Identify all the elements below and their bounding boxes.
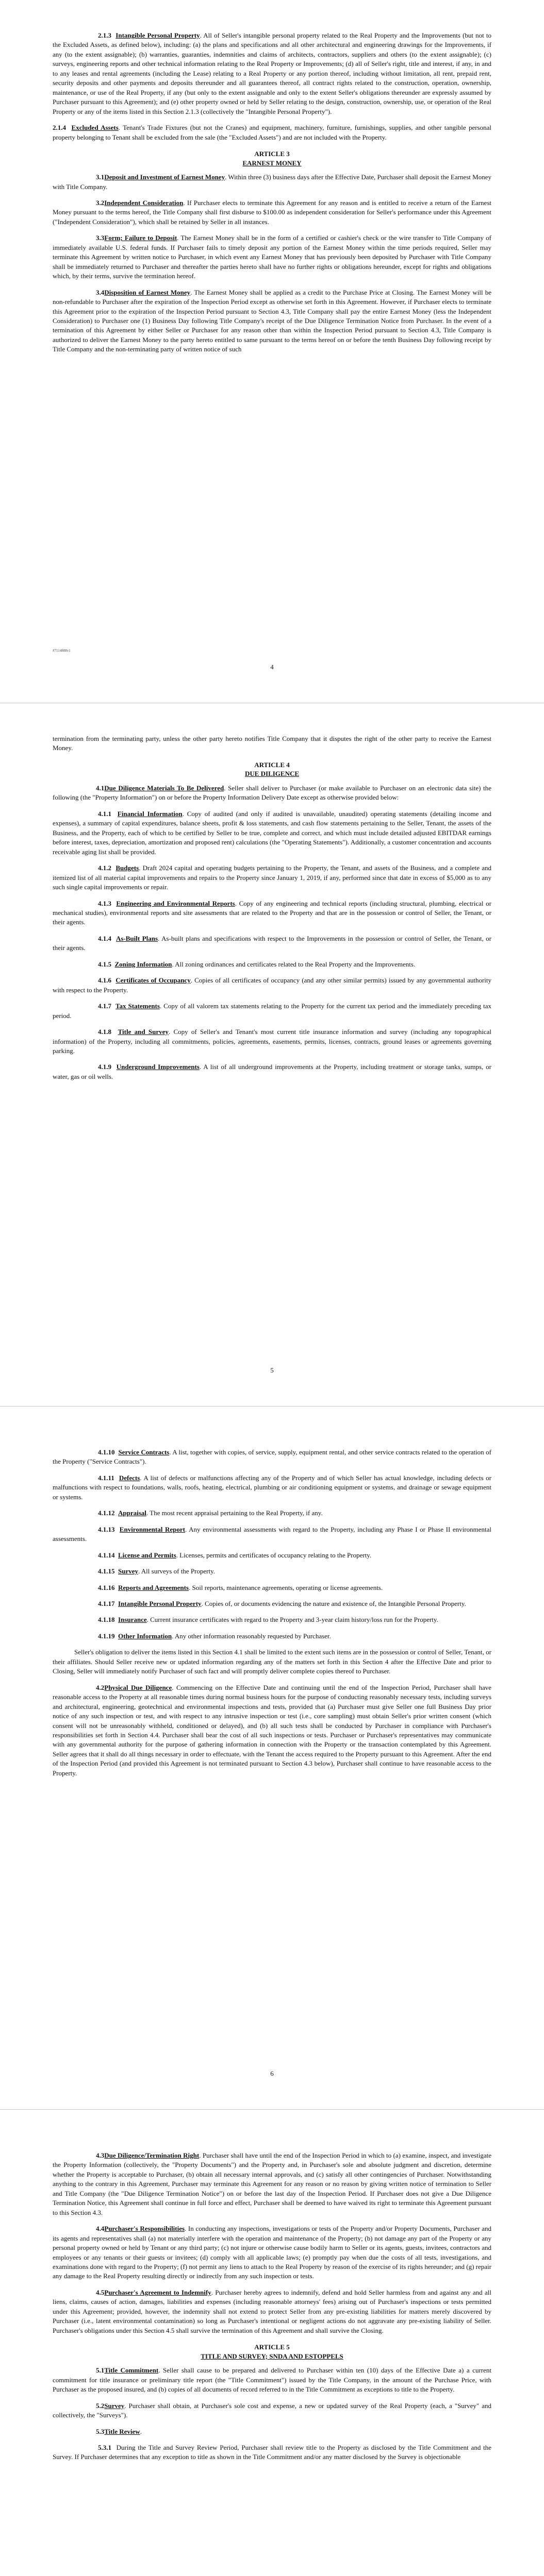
section-4-1-15 bbox=[53, 1567, 491, 1576]
section-title: Zoning Information bbox=[114, 960, 172, 968]
section-title: Tax Statements bbox=[116, 1002, 160, 1010]
section-text: . A list, together with copies, of service, supply, equipment rental, and other service contracts related to the operation of the Property ("Service Contracts"). bbox=[53, 1448, 491, 1466]
section-text: . Copies of, or documents evidencing the nature and existence of, the Intangible Personal Property. bbox=[201, 1599, 466, 1607]
section-number: 4.1.17 bbox=[98, 1599, 115, 1607]
section-title: Intangible Personal Property bbox=[118, 1599, 202, 1607]
section-number: 4.1 bbox=[96, 784, 105, 792]
section-title: Excluded Assets bbox=[71, 124, 119, 132]
article-label: ARTICLE 5 bbox=[254, 2343, 290, 2351]
document-page bbox=[0, 0, 544, 703]
section-title: Purchaser's Responsibilities bbox=[104, 2225, 185, 2233]
section-text: . Purchaser shall have until the end of the Inspection Period in which to (a) examine, inspect, and investigate the Property Information (collectively, the "Property Documents") and the Property and, in Purchaser's sole and absolute judgment and discretion, determine whether the Property is acceptable to Purchaser, (b) obtain all necessary internal approvals, and (c) satisfy all other contingencies of Purchaser. Notwithstanding anything to the contrary in this Agreement, Purchaser may terminate this Agreement for any reason or no reason by giving written notice of termination to Seller and Title Company (the "Due Diligence Termination Notice") on or before the last day of the Inspection Period. If Purchaser does not give a Due Diligence Termination Notice, this Agreement shall continue in full force and effect, Purchaser shall be deemed to have waived its right to terminate this Agreement pursuant to this Section 4.3. bbox=[53, 2151, 491, 2216]
section-4-1-closing: Seller's obligation to deliver the items listed in this Section 4.1 shall be limited to the extent such items are in the possession or control of Seller, Tenant, or their affiliates. Should Seller receive new or updated information regarding any of the matters set forth in this Section 4 after the Effective Date and prior to Closing, Seller will immediately notify Purchaser of such fact and will promptly deliver complete copies thereof to Purchaser. bbox=[53, 1648, 491, 1675]
document-page bbox=[0, 2110, 544, 2576]
section-number: 4.1.18 bbox=[98, 1616, 115, 1624]
section-title: Survey bbox=[104, 2401, 125, 2410]
section-text: . All of Seller's intangible personal property related to the Real Property and the Improvements (but not to the Excluded Assets, as defined below), including: (a) the plans and specifications and all other architectural and engineering drawings for the Improvements, if any (to the extent assignable); (b) warranties, guaranties, indemnities and claims of architects, contractors, suppliers and others (to the extent assignable); (c) surveys, engineering reports and other technical information relating to the Real Property or Improvements; (d) all of Seller's right, title and interest, if any, in and to any leases and rental agreements (including the Lease) relating to a Real Property or any portion thereof, including without limitation, all rent, prepaid rent, security deposits and other payments and deposits thereunder and all guarantees thereof, all contract rights related to the construction, operation, ownership, maintenance, or use of the Real Property, if any (but only to the extent assignable and only to the extent Seller's obligations thereunder are expressly assumed by Purchaser pursuant to this Agreement); and (e) other property owned or held by Seller relating to the design, construction, ownership, use, or operation of the Real Property or any of the items listed in this Section 2.1.3 (collectively the "Intangible Personal Property"). bbox=[53, 31, 492, 115]
article-label: ARTICLE 4 bbox=[254, 760, 290, 769]
section-4-1-19 bbox=[53, 1632, 491, 1641]
section-title: Budgets bbox=[116, 864, 139, 872]
section-text: . Purchaser hereby agrees to indemnify, defend and hold Seller harmless from and against any and all liens, claims, causes of action, damages, liabilities and expenses (including reasonable attorneys' fees) arising out of Purchaser's inspections or tests permitted under this Agreement; provided, however, the indemnity shall not extend to protect Seller from any pre-existing liabilities for matters merely discovered by Purchaser (i.e., latent environmental contamination) so long as Purchaser's intentional or negligent actions do not aggravate any pre-existing liability of Seller. Purchaser's obligations under this Section 4.5 shall survive the termination of this Agreement and shall survive the Closing. bbox=[53, 2288, 491, 2334]
section-title: Underground Improvements bbox=[116, 1063, 200, 1071]
section-title: Engineering and Environmental Reports bbox=[116, 899, 235, 907]
section-text: . All zoning ordinances and certificates related to the Real Property and the Improvements. bbox=[172, 960, 416, 968]
section-5-3-1 bbox=[53, 2443, 491, 2462]
section-number: 5.1 bbox=[96, 2366, 105, 2375]
article-title: TITLE AND SURVEY; SNDA AND ESTOPPELS bbox=[201, 2352, 343, 2360]
article-heading bbox=[53, 2343, 491, 2361]
section-number: 4.4 bbox=[96, 2225, 105, 2233]
section-text: . Seller shall cause to be prepared and delivered to Purchaser within ten (10) days of the Effective Date a) a current commitment for title insurance or preliminary title report (the "Title Commitment") issued by the Title Company, in the amount of the Purchase Price, with Purchaser as the proposed insured, and (b) copies of all documents of record referred to in the Title Commitment as exceptions to title to the Property. bbox=[53, 2366, 491, 2394]
section-text: . bbox=[140, 2427, 142, 2435]
section-text: . Draft 2024 capital and operating budgets pertaining to the Property, the Tenant, and assets of the Business, and a complete and itemized list of all material capital improvements and repairs to the Property since January 1, 2019, if any, performed since that date in excess of $5,000 as to any such single capital improvements or repair. bbox=[53, 864, 491, 891]
section-4-1-10 bbox=[53, 1448, 491, 1467]
section-4-1-17 bbox=[53, 1599, 491, 1608]
section-number: 4.1.4 bbox=[98, 934, 111, 942]
section-number: 4.1.14 bbox=[98, 1551, 115, 1559]
section-number: 2.1.4 bbox=[53, 124, 66, 132]
section-2-1-4 bbox=[53, 123, 491, 142]
section-4-1-4 bbox=[53, 934, 491, 953]
section-number: 4.1.11 bbox=[98, 1473, 114, 1482]
section-title: Insurance bbox=[118, 1616, 147, 1624]
section-number: 2.1.3 bbox=[98, 31, 111, 39]
section-4-1-9 bbox=[53, 1062, 491, 1081]
section-title: Intangible Personal Property bbox=[116, 31, 200, 39]
section-title: Service Contracts bbox=[118, 1448, 170, 1456]
section-number: 4.1.2 bbox=[98, 864, 111, 872]
section-title: Due Diligence/Termination Right bbox=[104, 2151, 200, 2159]
section-number: 4.1.3 bbox=[98, 899, 111, 907]
section-4-1-5 bbox=[53, 960, 491, 969]
section-4-3 bbox=[53, 2151, 491, 2217]
article-heading bbox=[53, 760, 491, 778]
section-text: . If Purchaser elects to terminate this Agreement for any reason and is entitled to receive a return of the Earnest Money pursuant to the terms hereof, the Title Company shall first disburse to $100.00 as independent consideration for Seller's performance under this Agreement ("Independent Consideration"), which shall be retained by Seller in all instances. bbox=[53, 198, 491, 226]
article-title: DUE DILIGENCE bbox=[244, 770, 300, 778]
section-4-4 bbox=[53, 2224, 491, 2281]
section-4-1-6 bbox=[53, 976, 491, 995]
section-text: . Licenses, permits and certificates of occupancy relating to the Property. bbox=[176, 1551, 372, 1559]
section-text: . Purchaser shall obtain, at Purchaser's sole cost and expense, a new or updated survey of the Real Property (each, a "Survey" and collectively, the "Surveys"). bbox=[53, 2401, 491, 2419]
section-title: Certificates of Occupancy bbox=[116, 976, 191, 985]
section-number: 4.2 bbox=[96, 1683, 105, 1691]
section-5-2 bbox=[53, 2401, 491, 2420]
section-title: Defects bbox=[119, 1473, 140, 1482]
section-2-1-3 bbox=[53, 31, 491, 116]
section-3-2 bbox=[53, 198, 491, 227]
document-page bbox=[0, 703, 544, 1406]
section-4-1-13 bbox=[53, 1525, 491, 1544]
section-title: Physical Due Diligence bbox=[104, 1683, 172, 1691]
section-number: 4.5 bbox=[96, 2288, 105, 2296]
section-number: 5.2 bbox=[96, 2401, 105, 2410]
section-4-5 bbox=[53, 2288, 491, 2335]
section-number: 5.3.1 bbox=[98, 2443, 111, 2451]
section-4-1-8 bbox=[53, 1027, 491, 1056]
section-number: 3.4 bbox=[96, 288, 105, 296]
section-title: Title and Survey bbox=[118, 1028, 169, 1036]
section-3-4 bbox=[53, 288, 491, 354]
section-title: Other Information bbox=[118, 1632, 172, 1640]
section-title: Deposit and Investment of Earnest Money bbox=[104, 173, 225, 181]
footnote-doc-id: #7114808v1 bbox=[53, 649, 71, 653]
section-text: . Copy of any engineering and technical reports (including structural, plumbing, electrical or mechanical studies), environmental reports and site assessments that are related to the Property and that are in the possession or control of Seller, the Tenant, or their agents. bbox=[53, 899, 492, 926]
section-4-1-3 bbox=[53, 899, 491, 927]
section-text: . Tenant's Trade Fixtures (but not the Cranes) and equipment, machinery, furniture, furnishings, supplies, and other tangible personal property belonging to Tenant shall be excluded from the sale (the "Excluded Assets") and are not included with the Property. bbox=[53, 124, 491, 141]
section-title: Title Commitment bbox=[104, 2366, 159, 2375]
section-number: 3.3 bbox=[96, 234, 105, 242]
article-label: ARTICLE 3 bbox=[254, 149, 290, 158]
section-number: 4.1.1 bbox=[98, 809, 111, 818]
document-page bbox=[0, 1406, 544, 2110]
section-number: 4.1.7 bbox=[98, 1002, 111, 1010]
section-text: . Seller shall deliver to Purchaser (or make available to Purchaser on an electronic data site) the following (the "Property Information") on or before the Property Information Delivery Date except as otherwise provided below: bbox=[53, 784, 491, 802]
page-number: 4 bbox=[270, 663, 274, 671]
section-title: Appraisal bbox=[118, 1509, 146, 1517]
section-title: Reports and Agreements bbox=[118, 1583, 189, 1591]
section-text: . A list of defects or malfunctions affecting any of the Property and of which Seller has actual knowledge, including defects or malfunctions with respect to foundations, walls, roofs, heating, electrical, plumbing or air conditioning equipment or systems, and drainage or sewage equipment or systems. bbox=[53, 1473, 491, 1501]
section-number: 3.2 bbox=[96, 198, 105, 207]
section-text: . Any environmental assessments with regard to the Property, including any Phase I or Phase II environmental assessments. bbox=[53, 1525, 491, 1543]
section-number: 4.1.6 bbox=[98, 976, 111, 985]
section-text: . All surveys of the Property. bbox=[138, 1567, 215, 1575]
section-4-1-2 bbox=[53, 863, 491, 892]
section-text: . Copies of all certificates of occupancy (and any other similar permits) issued by any governmental authority with respect to the Property. bbox=[53, 976, 492, 994]
section-title: Disposition of Earnest Money bbox=[104, 288, 191, 296]
section-4-1-14 bbox=[53, 1551, 491, 1560]
section-title: Independent Consideration bbox=[104, 198, 184, 207]
section-title: As-Built Plans bbox=[116, 934, 158, 942]
section-text: . A list of all underground improvements at the Property, including treatment or storage tanks, sumps, or water, gas or oil wells. bbox=[53, 1063, 491, 1080]
section-text: . The Earnest Money shall be applied as a credit to the Purchase Price at Closing. The Earnest Money will be non-refundable to Purchaser after the expiration of the Inspection Period except as otherwise set forth in this Agreement. However, if Purchaser elects to terminate this Agreement prior to the expiration of the Inspection Period pursuant to Section 4.3, Title Company shall pay the entire Earnest Money (less the Independent Consideration) to Purchaser one (1) Business Day following Title Company's receipt of the Due Diligence Termination Notice from Purchaser. In the event of a termination of this Agreement by either Seller or Purchaser for any reason other than within the Inspection Period pursuant to Section 4.3, Title Company is authorized to deliver the Earnest Money to the party hereto entitled to same pursuant to the terms hereof on or before the tenth Business Day following receipt by Title Company and the non-terminating party of written notice of such bbox=[53, 288, 491, 353]
section-text: . Any other information reasonably requested by Purchaser. bbox=[172, 1632, 331, 1640]
section-5-1 bbox=[53, 2366, 491, 2394]
section-4-1 bbox=[53, 784, 491, 803]
section-number: 4.1.12 bbox=[98, 1509, 115, 1517]
section-text: . Copy of all valorem tax statements relating to the Property for the current tax period and the immediately preceding tax period. bbox=[53, 1002, 491, 1020]
section-title: Financial Information bbox=[117, 809, 183, 818]
section-4-1-18 bbox=[53, 1615, 491, 1624]
section-number: 4.1.15 bbox=[98, 1567, 115, 1575]
page-number: 5 bbox=[270, 1366, 274, 1374]
section-number: 4.3 bbox=[96, 2151, 105, 2159]
section-3-1 bbox=[53, 173, 491, 192]
section-5-3 bbox=[53, 2427, 491, 2436]
section-4-1-12 bbox=[53, 1509, 491, 1518]
section-text: . Soil reports, maintenance agreements, operating or license agreements. bbox=[188, 1583, 383, 1591]
section-title: License and Permits bbox=[118, 1551, 176, 1559]
section-title: Survey bbox=[118, 1567, 138, 1575]
section-number: 4.1.5 bbox=[98, 960, 111, 968]
continuation-paragraph: termination from the terminating party, unless the other party hereto notifies Title Company that it disputes the right of the other party to receive the Earnest Money. bbox=[53, 735, 491, 752]
section-number: 4.1.13 bbox=[98, 1525, 115, 1533]
section-text: . The Earnest Money shall be in the form of a certified or cashier's check or the wire transfer to Title Company of immediately available U.S. federal funds. If Purchaser fails to timely deposit any portion of the Earnest Money within the time periods required, Seller may terminate this Agreement by written notice to Purchaser, in which event any Earnest Money that has previously been deposited by Purchaser with Title Company shall be immediately returned to Purchaser and thereafter the parties hereto shall have no further rights or obligations hereunder, except for rights and obligations which, by their terms, survive the termination hereof. bbox=[53, 234, 491, 280]
section-number: 3.1 bbox=[96, 173, 105, 181]
section-number: 5.3 bbox=[96, 2427, 105, 2435]
section-text: During the Title and Survey Review Period, Purchaser shall review title to the Property as disclosed by the Title Commitment and the Survey. If Purchaser determines that any exception to title as shown in the Title Commitment and/or any matter disclosed by the Survey is objectionable bbox=[53, 2443, 492, 2461]
section-text: . As-built plans and specifications with respect to the Improvements in the possession or control of Seller, the Tenant, or their agents. bbox=[53, 934, 492, 952]
section-text: . Copy of audited (and only if audited is unavailable, unaudited) operating statements (detailing income and expenses), a summary of capital expenditures, balance sheets, profit & loss statements, and cash flow statements pertaining to the Seller, Tenant, the assets of the Business, and the Property, each of which to be certified by Seller to be true, complete and correct, and which must include detailed adjusted EBITDAR earnings before interest, taxes, depreciation, amortization and proposed rent) calculations (the "Operating Statements"). Additionally, a customer concentration and accounts receivable aging list shall be provided. bbox=[53, 809, 491, 856]
section-4-1-16 bbox=[53, 1583, 491, 1592]
section-number: 4.1.16 bbox=[98, 1583, 115, 1591]
section-text: . In conducting any inspections, investigations or tests of the Property and/or Property Documents, Purchaser and its agents and representatives shall (a) not materially interfere with the operation and maintenance of the Property; (b) not damage any part of the Property or any personal property owned or held by Tenant or any third party; (c) not injure or otherwise cause bodily harm to Seller or its agents, guests, invitees, contractors and employees or any tenants or their guests or invitees; (d) comply with all applicable laws; (e) promptly pay when due the costs of all tests, investigations, and examinations done with regard to the Property; (f) not permit any liens to attach to the Real Property by reason of the exercise of its rights hereunder; and (g) repair any damage to the Real Property resulting directly or indirectly from any such inspection or tests. bbox=[53, 2225, 491, 2280]
page-number: 6 bbox=[270, 2069, 274, 2077]
section-title: Environmental Report bbox=[119, 1525, 185, 1533]
section-number: 4.1.19 bbox=[98, 1632, 115, 1640]
article-heading bbox=[53, 149, 491, 167]
section-4-1-1 bbox=[53, 809, 491, 857]
section-number: 4.1.8 bbox=[98, 1028, 111, 1036]
section-title: Due Diligence Materials To Be Delivered bbox=[104, 784, 224, 792]
article-title: EARNEST MONEY bbox=[242, 159, 302, 167]
section-text: . Copy of Seller's and Tenant's most current title insurance information and survey (including any topographical information) of the Property, including all commitments, policies, agreements, easements, permits, licenses, contracts, ground leases or agreements governing parking. bbox=[53, 1028, 492, 1055]
section-4-1-7 bbox=[53, 1002, 491, 1021]
section-4-1-11 bbox=[53, 1473, 491, 1502]
section-title: Title Review bbox=[104, 2427, 140, 2435]
section-number: 4.1.10 bbox=[98, 1448, 115, 1456]
section-number: 4.1.9 bbox=[98, 1063, 111, 1071]
section-text: . The most recent appraisal pertaining to the Real Property, if any. bbox=[146, 1509, 323, 1517]
section-4-2 bbox=[53, 1683, 491, 1778]
section-text: . Current insurance certificates with regard to the Property and 3-year claim history/loss run for the Property. bbox=[146, 1616, 438, 1624]
section-text: . Within three (3) business days after the Effective Date, Purchaser shall deposit the Earnest Money with Title Company. bbox=[53, 173, 492, 191]
section-3-3 bbox=[53, 233, 491, 281]
section-title: Purchaser's Agreement to Indemnify bbox=[104, 2288, 211, 2296]
section-text: . Commencing on the Effective Date and continuing until the end of the Inspection Period, Purchaser shall have reasonable access to the Property at all reasonable times during normal business hours for the purpose of conducting reasonably necessary tests, including surveys and architectural, engineering, geotechnical and environmental inspections and tests, provided that (a) Purchaser must give Seller one full Business Day prior notice of any such inspection or test, and with respect to any intrusive inspection or test (i.e., core sampling) must obtain Seller's prior written consent (which consent will not be unreasonably withheld, conditioned or delayed), and (b) all such tests shall be conducted by Purchaser in compliance with Purchaser's responsibilities set forth in Section 4.4. Purchaser shall bear the cost of all such inspections or tests. Purchaser or Purchaser's representatives may communicate with any governmental authority for the purpose of gathering information in connection with the Property or the transaction contemplated by this Agreement. Seller agrees that it shall do all things necessary in order to effectuate, with the Tenant the access required to the Property pursuant to this Agreement. After the end of the Inspection Period (and provided this Agreement is not terminated pursuant to Section 4.3 below), Purchaser shall continue to have reasonable access to the Property. bbox=[53, 1683, 491, 1777]
section-title: Form; Failure to Deposit bbox=[104, 234, 177, 242]
